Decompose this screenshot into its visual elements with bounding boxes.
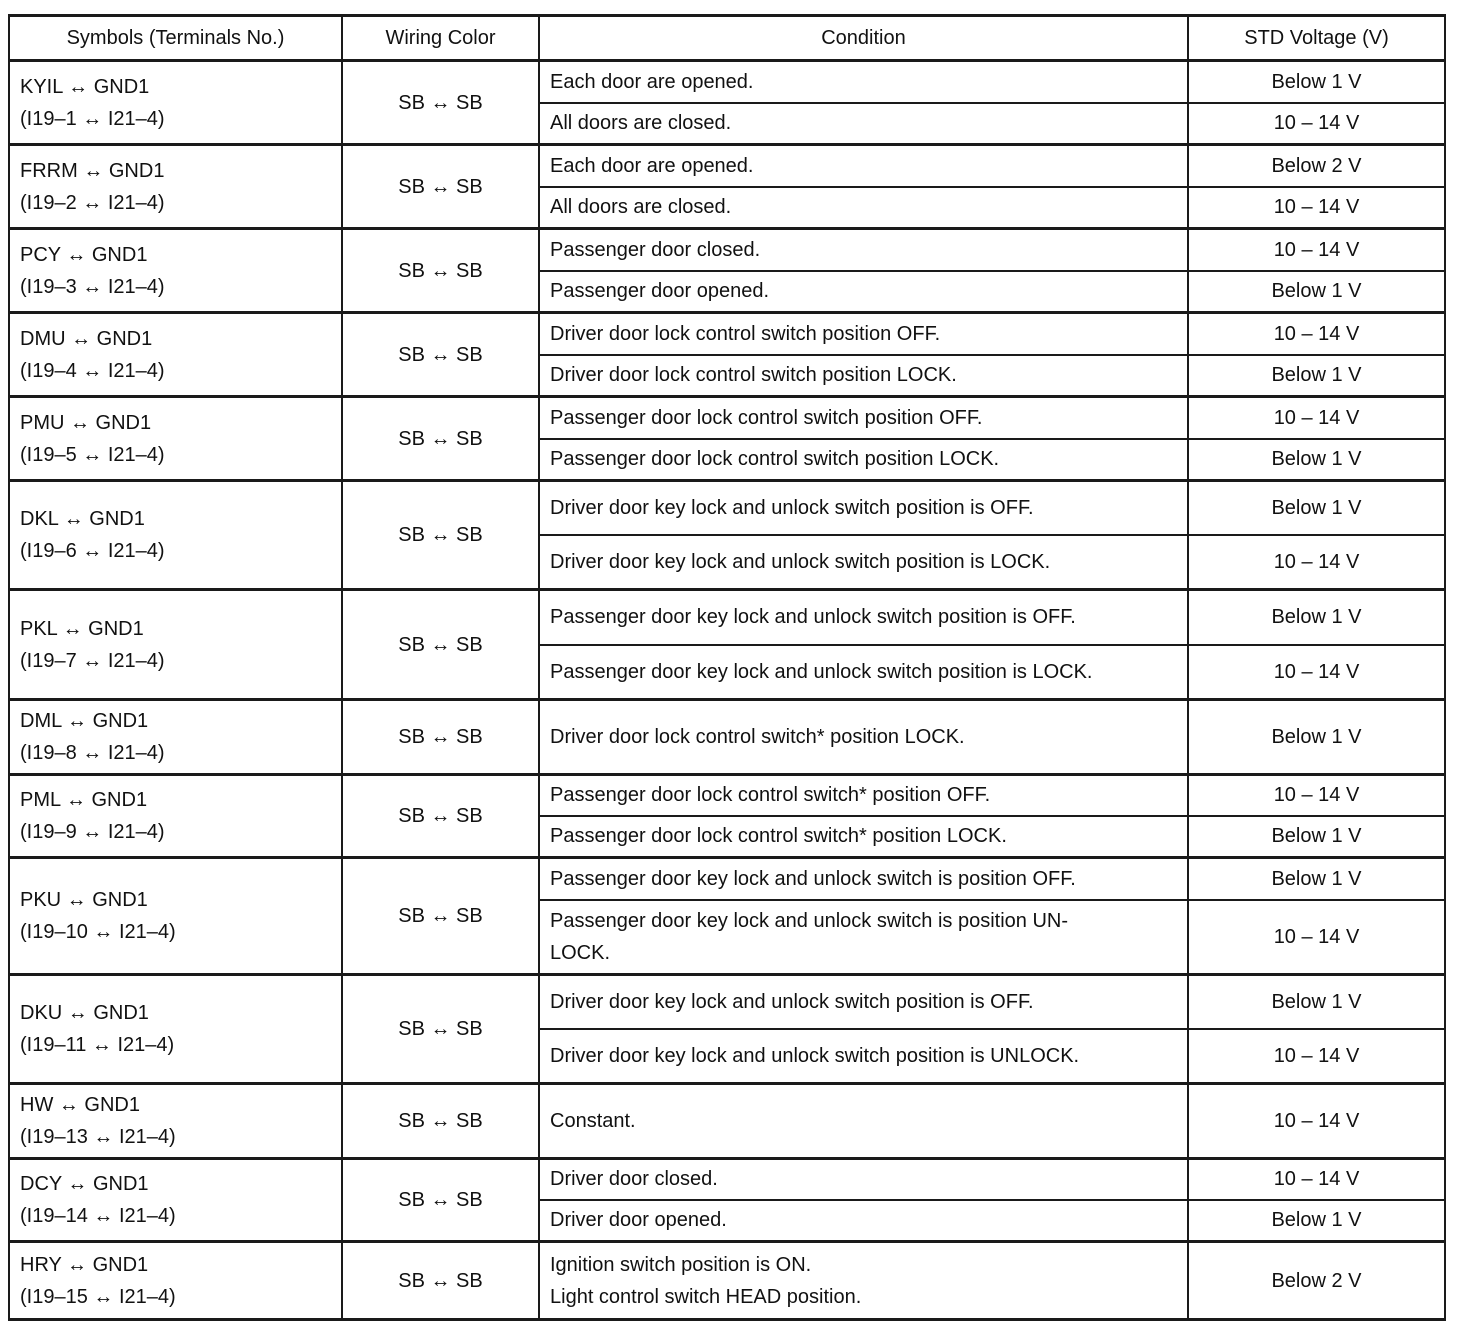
- std-voltage-cell: Below 1 V: [1188, 975, 1445, 1029]
- std-voltage-cell: 10 – 14 V: [1188, 900, 1445, 975]
- table-row: [9, 1159, 1445, 1200]
- condition-cell: [539, 1029, 1188, 1084]
- std-voltage-cell: Below 1 V: [1188, 858, 1445, 900]
- condition-text: Each door are opened.: [550, 154, 754, 177]
- condition-text: Driver door lock control switch position LOCK.: [550, 364, 957, 387]
- wiring-color-cell: SB ↔ SB: [342, 145, 539, 229]
- condition-text: Ignition switch position is ON.: [550, 1253, 812, 1276]
- terminal-symbol: DCY ↔ GND1: [20, 1173, 149, 1195]
- terminal-symbol-cell: [9, 1084, 342, 1159]
- table-row: [9, 775, 1445, 816]
- condition-text: Driver door opened.: [550, 1209, 727, 1232]
- terminal-symbol-cell: [9, 700, 342, 775]
- condition-text: Passenger door key lock and unlock switch is position UN-: [550, 909, 1069, 932]
- condition-text: Light control switch HEAD position.: [550, 1285, 862, 1308]
- condition-cell: [539, 1242, 1188, 1320]
- condition-cell: [539, 1159, 1188, 1200]
- terminal-numbers: (I19–4 ↔ I21–4): [20, 359, 165, 382]
- wiring-color-cell: SB ↔ SB: [342, 481, 539, 590]
- terminal-symbol: FRRM ↔ GND1: [20, 159, 165, 182]
- std-voltage-cell: 10 – 14 V: [1188, 103, 1445, 145]
- wiring-color-cell: SB ↔ SB: [342, 397, 539, 481]
- condition-cell: [539, 145, 1188, 187]
- std-voltage-cell: 10 – 14 V: [1188, 229, 1445, 271]
- terminal-symbol: DMU ↔ GND1: [20, 327, 153, 350]
- header-condition: Condition: [539, 16, 1188, 61]
- terminal-voltage-table: [8, 14, 1446, 1321]
- terminal-numbers: (I19–8 ↔ I21–4): [20, 742, 165, 764]
- condition-text: Passenger door key lock and unlock switch is position OFF.: [550, 867, 1076, 890]
- table-row: [9, 975, 1445, 1029]
- terminal-symbol: KYIL ↔ GND1: [20, 75, 150, 98]
- condition-cell: [539, 481, 1188, 535]
- condition-text: Driver door key lock and unlock switch position is OFF.: [550, 990, 1034, 1013]
- terminal-numbers: (I19–9 ↔ I21–4): [20, 821, 165, 843]
- wiring-color-cell: SB ↔ SB: [342, 858, 539, 975]
- terminal-numbers: (I19–5 ↔ I21–4): [20, 443, 165, 466]
- std-voltage-cell: Below 1 V: [1188, 816, 1445, 858]
- std-voltage-cell: Below 1 V: [1188, 61, 1445, 103]
- condition-text: Each door are opened.: [550, 70, 754, 93]
- condition-text: Driver door lock control switch position OFF.: [550, 322, 941, 345]
- condition-cell: [539, 355, 1188, 397]
- table-row: [9, 700, 1445, 775]
- wiring-color-cell: SB ↔ SB: [342, 590, 539, 700]
- terminal-symbol: DKU ↔ GND1: [20, 1002, 149, 1024]
- condition-text: Driver door key lock and unlock switch position is LOCK.: [550, 550, 1051, 573]
- terminal-numbers: (I19–14 ↔ I21–4): [20, 1205, 176, 1227]
- table-row: [9, 481, 1445, 535]
- std-voltage-cell: 10 – 14 V: [1188, 535, 1445, 590]
- condition-text: Driver door key lock and unlock switch position is UNLOCK.: [550, 1044, 1080, 1067]
- condition-cell: [539, 61, 1188, 103]
- terminal-symbol-cell: [9, 1159, 342, 1242]
- condition-text: LOCK.: [550, 941, 611, 964]
- condition-text: Passenger door key lock and unlock switch position is OFF.: [550, 606, 1076, 629]
- table-header-row: [9, 16, 1445, 61]
- terminal-numbers: (I19–13 ↔ I21–4): [20, 1126, 176, 1148]
- condition-text: Passenger door key lock and unlock switch position is LOCK.: [550, 660, 1093, 683]
- condition-cell: [539, 271, 1188, 313]
- condition-text: Passenger door closed.: [550, 238, 761, 261]
- condition-cell: [539, 229, 1188, 271]
- std-voltage-cell: 10 – 14 V: [1188, 1029, 1445, 1084]
- condition-text: Passenger door lock control switch position OFF.: [550, 406, 983, 429]
- table-row: [9, 61, 1445, 103]
- condition-text: Passenger door lock control switch* position OFF.: [550, 784, 991, 807]
- condition-cell: [539, 816, 1188, 858]
- header-symbols: Symbols (Terminals No.): [9, 16, 342, 61]
- terminal-symbol-cell: [9, 229, 342, 313]
- terminal-symbol: DML ↔ GND1: [20, 710, 149, 732]
- condition-cell: [539, 645, 1188, 700]
- wiring-color-cell: SB ↔ SB: [342, 313, 539, 397]
- terminal-symbol: PKL ↔ GND1: [20, 617, 144, 640]
- std-voltage-cell: 10 – 14 V: [1188, 187, 1445, 229]
- table-row: [9, 590, 1445, 645]
- std-voltage-cell: 10 – 14 V: [1188, 1159, 1445, 1200]
- wiring-color-cell: SB ↔ SB: [342, 975, 539, 1084]
- std-voltage-cell: Below 1 V: [1188, 481, 1445, 535]
- condition-cell: [539, 397, 1188, 439]
- wiring-color-cell: SB ↔ SB: [342, 1242, 539, 1320]
- wiring-color-cell: SB ↔ SB: [342, 229, 539, 313]
- terminal-symbol: HW ↔ GND1: [20, 1094, 140, 1116]
- terminal-symbol: PCY ↔ GND1: [20, 243, 148, 266]
- terminal-numbers: (I19–11 ↔ I21–4): [20, 1034, 175, 1056]
- table-row: [9, 397, 1445, 439]
- table-body: [9, 61, 1445, 1320]
- terminal-numbers: (I19–15 ↔ I21–4): [20, 1285, 176, 1308]
- condition-text: Passenger door lock control switch* position LOCK.: [550, 825, 1007, 848]
- terminal-symbol-cell: [9, 397, 342, 481]
- wiring-color-cell: SB ↔ SB: [342, 775, 539, 858]
- condition-text: All doors are closed.: [550, 196, 732, 219]
- terminal-symbol-cell: [9, 481, 342, 590]
- condition-cell: [539, 1084, 1188, 1159]
- std-voltage-cell: 10 – 14 V: [1188, 397, 1445, 439]
- condition-cell: [539, 187, 1188, 229]
- table-row: [9, 1084, 1445, 1159]
- table-row: [9, 1242, 1445, 1320]
- terminal-symbol-cell: [9, 858, 342, 975]
- wiring-color-cell: SB ↔ SB: [342, 1084, 539, 1159]
- condition-text: Driver door key lock and unlock switch position is OFF.: [550, 496, 1034, 519]
- terminal-numbers: (I19–6 ↔ I21–4): [20, 540, 165, 562]
- terminal-numbers: (I19–10 ↔ I21–4): [20, 921, 176, 943]
- condition-cell: [539, 700, 1188, 775]
- std-voltage-cell: Below 1 V: [1188, 271, 1445, 313]
- terminal-numbers: (I19–1 ↔ I21–4): [20, 107, 165, 130]
- condition-text: Driver door closed.: [550, 1168, 718, 1191]
- terminal-numbers: (I19–7 ↔ I21–4): [20, 649, 165, 672]
- table-row: [9, 145, 1445, 187]
- condition-cell: [539, 858, 1188, 900]
- condition-text: All doors are closed.: [550, 112, 732, 135]
- terminal-symbol-cell: [9, 1242, 342, 1320]
- condition-cell: [539, 900, 1188, 975]
- std-voltage-cell: Below 1 V: [1188, 1200, 1445, 1242]
- table-row: [9, 229, 1445, 271]
- std-voltage-cell: Below 1 V: [1188, 439, 1445, 481]
- table-row: [9, 313, 1445, 355]
- terminal-numbers: (I19–3 ↔ I21–4): [20, 275, 165, 298]
- terminal-symbol-cell: [9, 61, 342, 145]
- terminal-voltage-spec-sheet: [8, 14, 1444, 1321]
- std-voltage-cell: 10 – 14 V: [1188, 645, 1445, 700]
- wiring-color-cell: SB ↔ SB: [342, 1159, 539, 1242]
- table-row: [9, 858, 1445, 900]
- terminal-symbol: PML ↔ GND1: [20, 789, 148, 811]
- condition-cell: [539, 439, 1188, 481]
- terminal-symbol-cell: [9, 313, 342, 397]
- wiring-color-cell: SB ↔ SB: [342, 61, 539, 145]
- std-voltage-cell: Below 2 V: [1188, 145, 1445, 187]
- terminal-symbol: HRY ↔ GND1: [20, 1253, 149, 1276]
- std-voltage-cell: Below 1 V: [1188, 700, 1445, 775]
- std-voltage-cell: 10 – 14 V: [1188, 313, 1445, 355]
- condition-cell: [539, 535, 1188, 590]
- std-voltage-cell: Below 2 V: [1188, 1242, 1445, 1320]
- terminal-symbol: PMU ↔ GND1: [20, 411, 152, 434]
- condition-text: Passenger door lock control switch position LOCK.: [550, 448, 1000, 471]
- condition-cell: [539, 775, 1188, 816]
- condition-cell: [539, 590, 1188, 645]
- header-std-voltage: STD Voltage (V): [1188, 16, 1445, 61]
- condition-text: Passenger door opened.: [550, 280, 770, 303]
- condition-cell: [539, 1200, 1188, 1242]
- std-voltage-cell: 10 – 14 V: [1188, 1084, 1445, 1159]
- terminal-symbol: PKU ↔ GND1: [20, 889, 148, 911]
- terminal-numbers: (I19–2 ↔ I21–4): [20, 191, 165, 214]
- terminal-symbol-cell: [9, 590, 342, 700]
- terminal-symbol-cell: [9, 975, 342, 1084]
- wiring-color-cell: SB ↔ SB: [342, 700, 539, 775]
- condition-cell: [539, 103, 1188, 145]
- std-voltage-cell: Below 1 V: [1188, 355, 1445, 397]
- condition-text: Driver door lock control switch* position LOCK.: [550, 726, 965, 748]
- std-voltage-cell: Below 1 V: [1188, 590, 1445, 645]
- terminal-symbol: DKL ↔ GND1: [20, 508, 145, 530]
- condition-text: Constant.: [550, 1110, 636, 1132]
- condition-cell: [539, 975, 1188, 1029]
- std-voltage-cell: 10 – 14 V: [1188, 775, 1445, 816]
- terminal-symbol-cell: [9, 775, 342, 858]
- condition-cell: [539, 313, 1188, 355]
- terminal-symbol-cell: [9, 145, 342, 229]
- header-wiring-color: Wiring Color: [342, 16, 539, 61]
